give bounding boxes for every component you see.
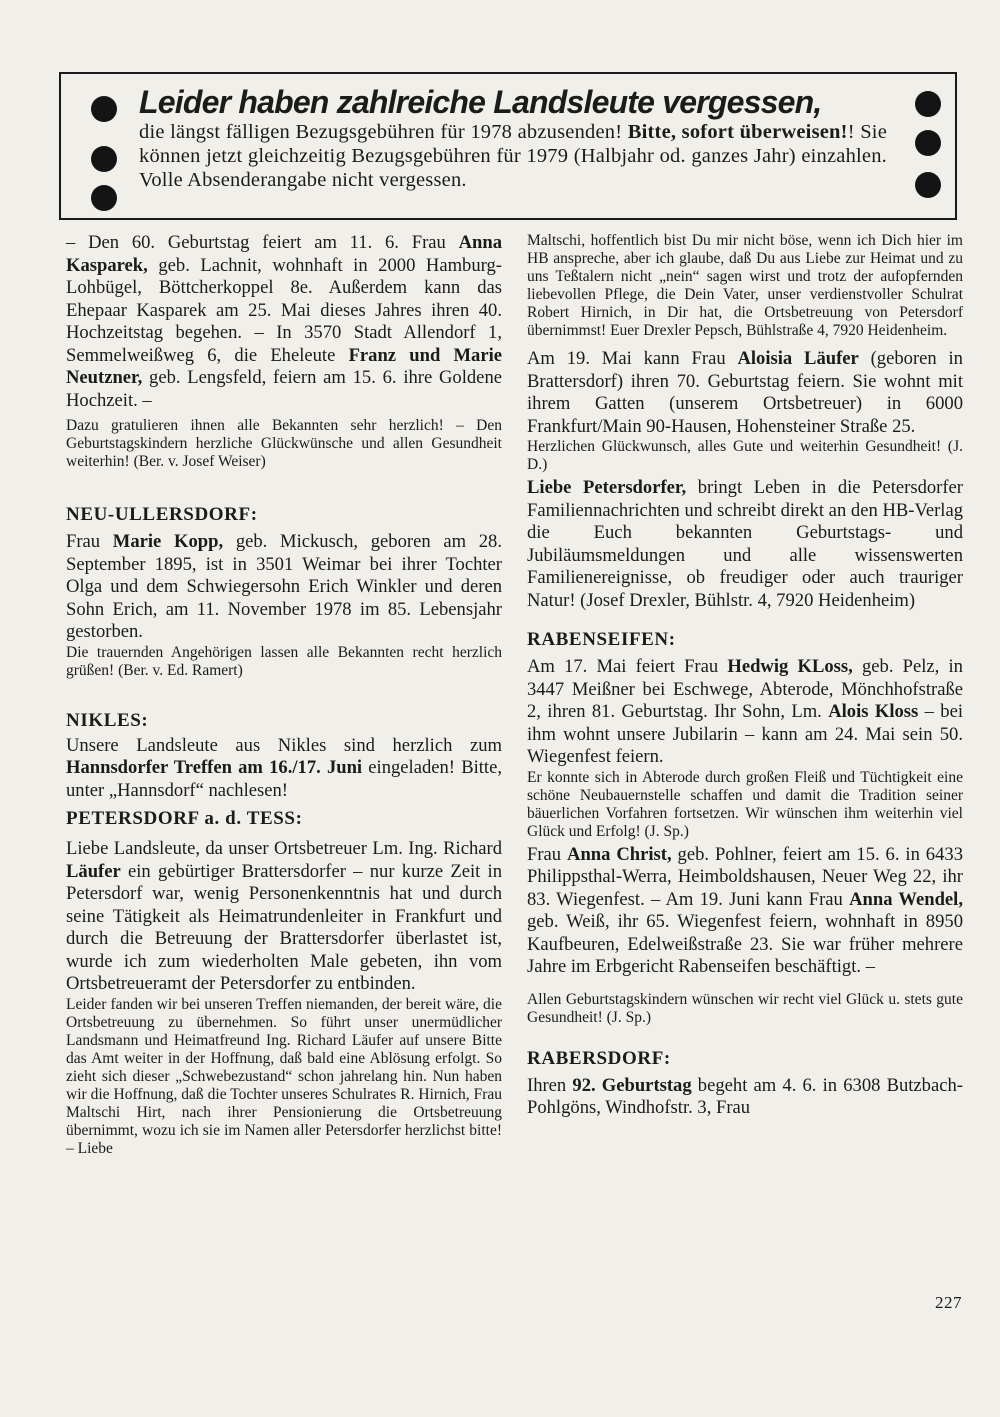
bullet-dot-icon <box>91 185 117 211</box>
article-nikles: Unsere Landsleute aus Nikles sind herzlich zum Hannsdorfer Treffen am 16./17. Juni eingeladen! Bitte, unter „Hannsdorf“ nachlesen! <box>66 734 502 801</box>
bullet-dot-icon <box>91 146 117 172</box>
section-heading-petersdorf: PETERSDORF a. d. TESS: <box>66 808 303 829</box>
article-petersdorf: Liebe Landsleute, da unser Ortsbetreuer Lm. Ing. Richard Läufer ein gebürtiger Brattersdorfer – nur kurze Zeit in Petersdorf war, wenig Personenkenntnis hat und durch seine Tätigkeit als Heimatrundenleiter in Frankfurt und durch die Betreuung der Brattersdorfer überlastet ist, wurde ich zum wiederholten Male gebeten, ihn vom Ortsbetreueramt der Petersdorfer zu entbinden. <box>66 838 502 994</box>
article-kopp: Frau Marie Kopp, geb. Mickusch, geboren am 28. September 1895, ist in 3501 Weimar bei ihrer Tochter Olga und dem Schwiegersohn Erich Winkler und deren Sohn Erich, am 11. November 1978 im 85. Lebensjahr gestorben. <box>66 531 502 642</box>
page-number: 227 <box>935 1293 962 1312</box>
left-column <box>66 232 502 1158</box>
section-heading-nikles: NIKLES: <box>66 709 149 731</box>
article-petersdorf-continuation: Maltschi, hoffentlich bist Du mir nicht böse, wenn ich Dich hier im HB anspreche, aber ich glaube, daß Du aus Liebe zur Heimat und zu uns Teßtalern nicht „nein“ sagen wirst und trotz der aufopfernden liebevollen Pflege, die Dein Vater, unser verdienstvoller Schulrat Robert Hirnich, in Dir hat, die Ortsbetreuung von Petersdorf übernimmst! Euer Drexler Pepsch, Bühlstraße 4, 7920 Heidenheim. <box>527 232 963 339</box>
article-rabersdorf: Ihren 92. Geburtstag begeht am 4. 6. in 6308 Butzbach-Pohlgöns, Windhofstr. 3, Frau <box>527 1074 963 1118</box>
bullet-dot-icon <box>915 130 941 156</box>
notice-text: die längst fälligen Bezugsgebühren für 1978 abzusenden! Bitte, sofort überweisen!! Sie können jetzt gleichzeitig Bezugsgebühren für 1979 (Halbjahr od. ganzes Jahr) einzahlen. Volle Absenderangabe nicht vergessen. <box>139 121 887 191</box>
article-petersdorf-note: Leider fanden wir bei unseren Treffen niemanden, der bereit wäre, die Ortsbetreuung zu übernehmen. So führt unser unermüdlicher Landsmann und Heimatfreund Ing. Richard Läufer auf unsere Bitte das Amt weiter in der Hoffnung, daß bald eine Ablösung erfolgt. So zieht sich dieser „Schwebezustand“ schon jahrelang hin. Nun haben wir die Hoffnung, daß die Tochter unseres Schulrates R. Hirnich, Frau Maltschi Hirt, nach ihrer Pensionierung die Ortsbetreuung übernimmt, wozu ich sie im Namen aller Petersdorfer herzlichst bitte! – Liebe <box>66 995 502 1157</box>
article-christ-wendel: Frau Anna Christ, geb. Pohlner, feiert am 15. 6. in 6433 Philippsthal-Werra, Heimboldshausen, Neuer Weg 22, ihr 83. Wiegenfest. – Am 19. Juni kann Frau Anna Wendel, geb. Weiß, ihr 65. Wiegenfest feiern, wohnhaft in 8950 Kaufbeuren, Edelweißstraße 23. Sie war früher mehrere Jahre im Erbgericht Rabenseifen beschäftigt. – <box>527 843 963 977</box>
bullet-dot-icon <box>915 172 941 198</box>
section-heading-neu-ullersdorf: NEU-ULLERSDORF: <box>66 504 258 525</box>
notice-box <box>59 72 957 220</box>
article-kloss-note: Er konnte sich in Abterode durch großen Fleiß und Tüchtigkeit eine schöne Neubauernstelle schaffen und damit die Tradition seiner bäuerlichen Vorfahren fortsetzen. Wir wünschen ihm weiterhin viel Glück und Erfolg! (J. Sp.) <box>527 768 963 840</box>
article-kopp-note: Die trauernden Angehörigen lassen alle Bekannten recht herzlich grüßen! (Ber. v. Ed. Ramert) <box>66 643 502 679</box>
notice-emphasis: Bitte, sofort überweisen! <box>627 121 848 143</box>
notice-headline: Leider haben zahlreiche Landsleute vergessen, <box>139 84 822 120</box>
article-kasparek: – Den 60. Geburtstag feiert am 11. 6. Frau Anna Kasparek, geb. Lachnit, wohnhaft in 2000 Hamburg-Lohbügel, Böttcherkoppel 8e. Außerdem kann das Ehepaar Kasparek am 25. Mai dieses Jahres ihren 40. Hochzeitstag begehen. – In 3570 Stadt Allendorf 1, Semmelweißweg 6, die Eheleute Franz und Marie Neutzner, geb. Lengsfeld, feiern am 15. 6. ihre Goldene Hochzeit. – <box>66 232 503 411</box>
article-laeufer-note: Herzlichen Glückwunsch, alles Gute und weiterhin Gesundheit! (J. D.) <box>527 438 963 473</box>
right-column <box>527 232 963 1120</box>
bullet-dot-icon <box>91 96 117 122</box>
section-heading-rabersdorf: RABERSDORF: <box>527 1047 671 1069</box>
article-rabenseifen-note: Allen Geburtstagskindern wünschen wir recht viel Glück u. stets gute Gesundheit! (J. Sp.) <box>527 990 963 1026</box>
article-kloss: Am 17. Mai feiert Frau Hedwig KLoss, geb. Pelz, in 3447 Meißner bei Eschwege, Abterode, Mönchhofstraße 2, ihren 81. Geburtstag. Ihr Sohn, Lm. Alois Kloss – bei ihm wohnt unsere Jubilarin – kann am 24. Mai sein 50. Wiegenfest feiern. <box>527 656 964 767</box>
section-heading-rabenseifen: RABENSEIFEN: <box>527 629 676 650</box>
article-kasparek-note: Dazu gratulieren ihnen alle Bekannten sehr herzlich! – Den Geburtstagskindern herzliche Glückwünsche und allen Gesundheit weiterhin! (Ber. v. Josef Weiser) <box>66 417 502 470</box>
article-liebe-petersdorfer: Liebe Petersdorfer, bringt Leben in die Petersdorfer Familiennachrichten und schreibt direkt an den HB-Verlag die Euch bekannten Geburtstags- und Jubiläumsmeldungen und alle wissenswerten Familienereignisse, ob freudiger oder auch trauriger Natur! (Josef Drexler, Bühlstr. 4, 7920 Heidenheim) <box>527 477 964 611</box>
article-laeufer: Am 19. Mai kann Frau Aloisia Läufer (geboren in Brattersdorf) ihren 70. Geburtstag feiern. Sie wohnt mit ihrem Gatten (unserem Ortsbetreuer) in 6000 Frankfurt/Main 90-Hausen, Hohensteiner Straße 25. <box>527 348 963 437</box>
